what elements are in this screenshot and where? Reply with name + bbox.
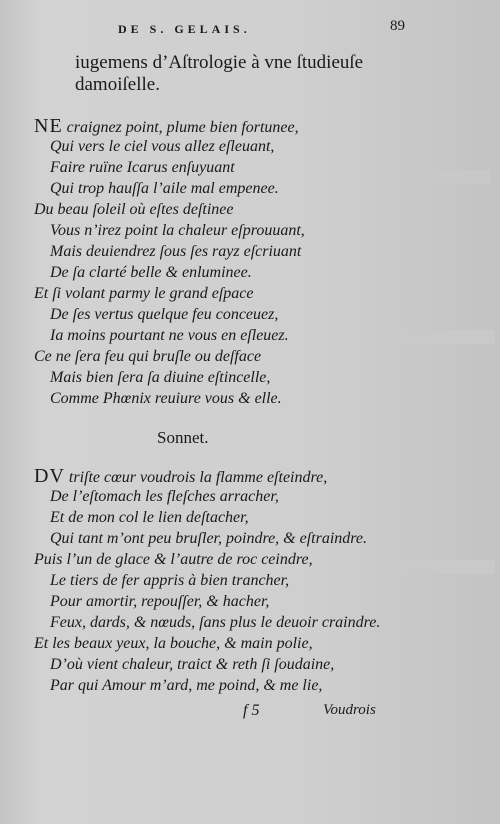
page-number: 89	[390, 18, 405, 34]
verse-line: Ia moins pourtant ne vous en eſleuez.	[50, 327, 289, 344]
verse-line: Par qui Amour m’ard, me poind, & me lie,	[50, 677, 323, 694]
verse-line: Puis l’un de glace & l’autre de roc ceindre,	[34, 551, 313, 568]
verse-line	[34, 116, 299, 138]
verse-line: Du beau ſoleil où eſtes deſtinee	[34, 201, 234, 218]
show-through	[400, 170, 490, 184]
verse-line: De l’eſtomach les fleſches arracher,	[50, 488, 279, 505]
verse-line: Qui trop hauſſa l’aile mal empenee.	[50, 180, 279, 197]
verse-line: Mais bien ſera ſa diuine eſtincelle,	[50, 369, 271, 386]
verse-line: Qui vers le ciel vous allez eſleuant,	[50, 138, 275, 155]
show-through	[395, 560, 495, 574]
show-through	[395, 330, 495, 344]
verse-line: De ſa clarté belle & enluminee.	[50, 264, 252, 281]
signature-mark: f 5	[243, 702, 260, 719]
verse-line: D’où vient chaleur, traict & reth ſi ſoudaine,	[50, 656, 335, 673]
verse-line	[34, 466, 327, 488]
poem-title-line-2: damoiſelle.	[75, 74, 160, 95]
verse-text: craignez point, plume bien fortunee,	[62, 119, 299, 136]
verse-line: Mais deuiendrez ſous ſes rayz eſcriuant	[50, 243, 302, 260]
drop-capital: DV	[34, 465, 65, 487]
verse-line: Et ſi volant parmy le grand eſpace	[34, 285, 254, 302]
verse-line: Feux, dards, & nœuds, ſans plus le deuoir craindre.	[50, 614, 381, 631]
verse-line: Faire ruïne Icarus enſuyuant	[50, 159, 235, 176]
drop-capital: NE	[34, 115, 63, 137]
verse-line: Comme Phœnix reuiure vous & elle.	[50, 390, 282, 407]
verse-text: triſte cœur voudrois la flamme eſteindre,	[64, 469, 328, 486]
poem-title-line-1: iugemens d’Aſtrologie à vne ſtudieuſe	[75, 52, 364, 73]
verse-line: Pour amortir, repouſſer, & hacher,	[50, 593, 270, 610]
verse-line: Et de mon col le lien deſtacher,	[50, 509, 249, 526]
verse-line: Le tiers de fer appris à bien trancher,	[50, 572, 290, 589]
sonnet-heading: Sonnet.	[157, 428, 209, 447]
page-header	[0, 18, 500, 42]
verse-line: Et les beaux yeux, la bouche, & main polie,	[34, 635, 313, 652]
running-head: DE S. GELAIS.	[118, 22, 251, 36]
verse-line: Vous n’irez point la chaleur eſprouuant,	[50, 222, 305, 239]
verse-line: Qui tant m’ont peu bruſler, poindre, & eſtraindre.	[50, 530, 368, 547]
verse-line: Ce ne ſera feu qui bruſle ou deſface	[34, 348, 262, 365]
verse-line: De ſes vertus quelque feu conceuez,	[50, 306, 279, 323]
catchword: Voudrois	[323, 702, 376, 718]
